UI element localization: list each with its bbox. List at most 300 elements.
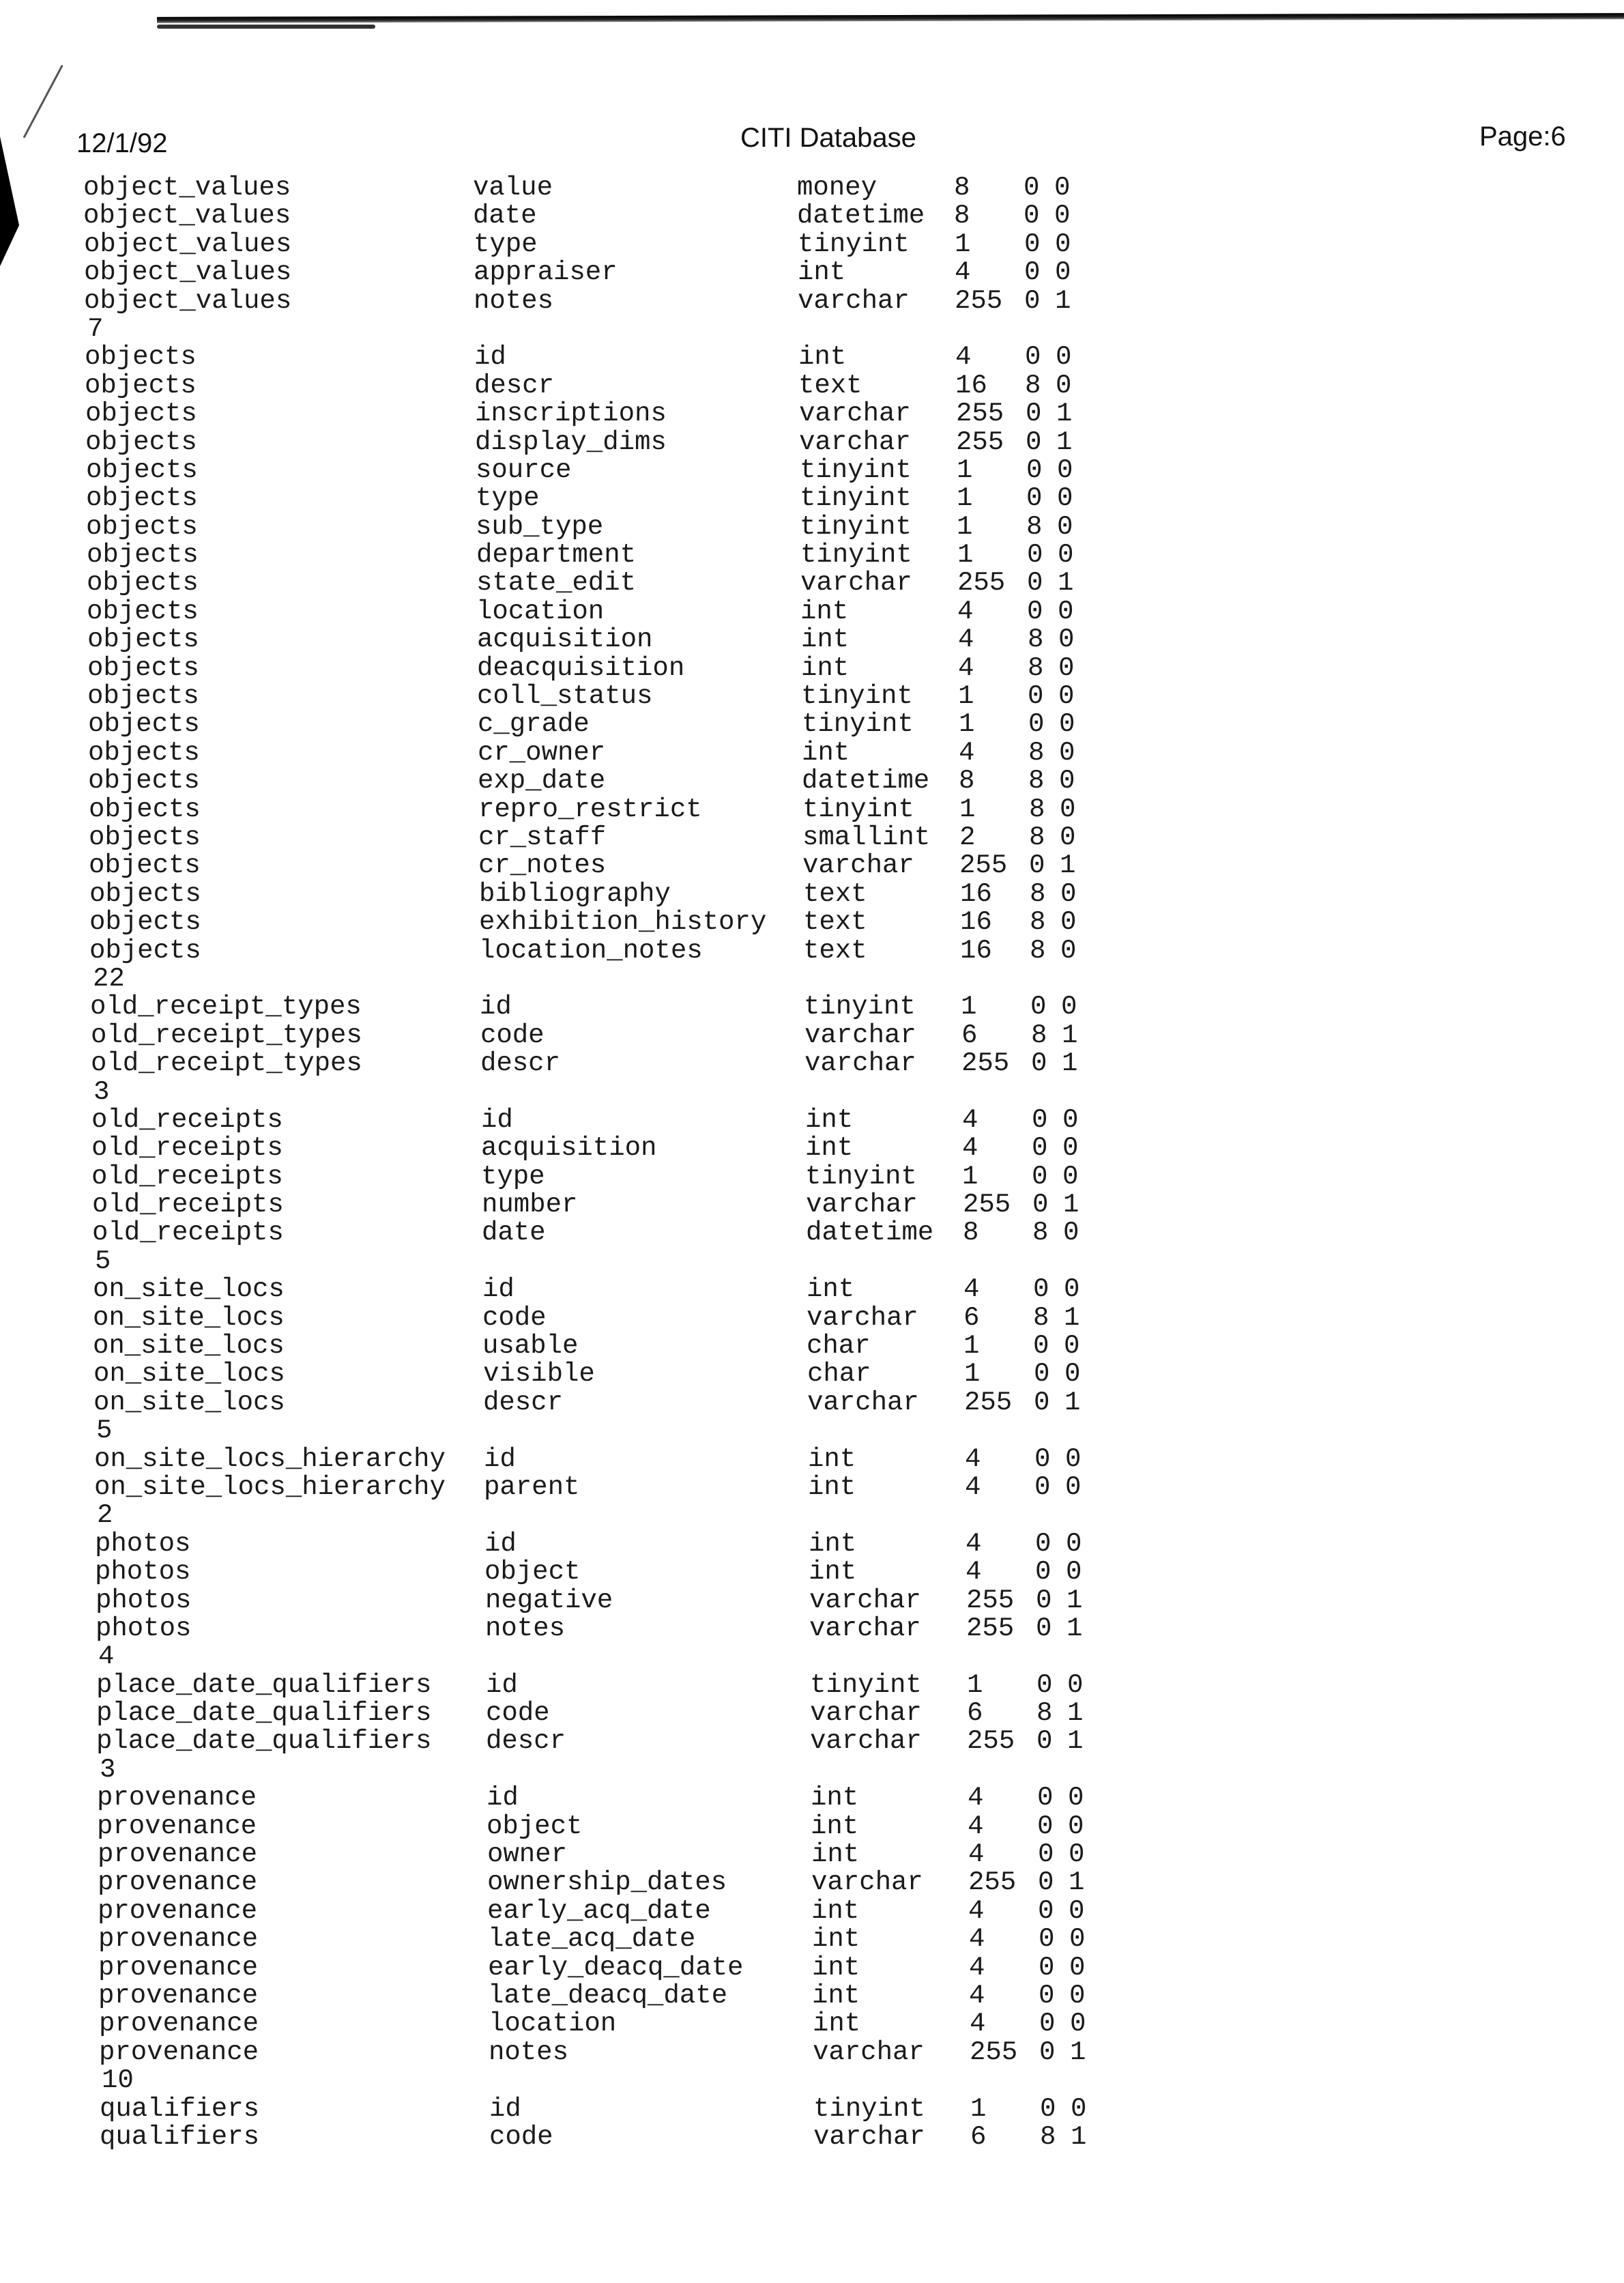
field-flag-1: 0 xyxy=(1039,1981,1055,2011)
field-row xyxy=(7,1022,1624,1050)
data-type: tinyint xyxy=(813,2093,925,2124)
data-type: int xyxy=(811,1924,860,1955)
field-row xyxy=(10,1332,1624,1360)
table-name: objects xyxy=(85,483,198,514)
field-length: 4 xyxy=(957,652,974,683)
field-flag-1: 0 xyxy=(1026,540,1043,571)
data-type: varchar xyxy=(802,850,915,881)
column-name: early_deacq_date xyxy=(487,1952,744,1983)
field-length: 4 xyxy=(958,737,975,768)
field-flag-2: 0 xyxy=(1067,1783,1084,1813)
field-flag-1: 8 xyxy=(1027,652,1044,683)
table-name: objects xyxy=(85,455,198,485)
field-row xyxy=(1,372,1624,400)
table-name: on_site_locs_hierarchy xyxy=(94,1471,446,1502)
field-row xyxy=(5,767,1624,795)
field-row xyxy=(11,1471,1624,1502)
column-name: id xyxy=(482,1274,514,1305)
table-field-count: 5 xyxy=(96,1416,113,1446)
field-length: 1 xyxy=(963,1359,981,1390)
field-flag-2: 0 xyxy=(1069,1895,1085,1926)
field-flag-2: 1 xyxy=(1055,285,1071,316)
data-type: varchar xyxy=(798,399,911,429)
field-length: 4 xyxy=(954,257,971,288)
field-flag-2: 0 xyxy=(1057,540,1074,571)
field-row xyxy=(6,937,1624,965)
field-flag-2: 0 xyxy=(1060,935,1077,966)
field-flag-1: 8 xyxy=(1028,794,1045,824)
data-type: text xyxy=(802,878,867,909)
table-field-count: 7 xyxy=(87,313,104,344)
field-flag-2: 1 xyxy=(1066,1613,1083,1643)
column-name: coll_status xyxy=(477,681,653,712)
field-row xyxy=(12,1671,1624,1699)
table-name: objects xyxy=(88,794,201,824)
field-flag-2: 1 xyxy=(1060,850,1076,881)
column-name: code xyxy=(480,1020,545,1050)
field-row xyxy=(2,429,1624,457)
column-name: location xyxy=(488,2009,617,2039)
data-type: int xyxy=(797,257,846,288)
data-type: money xyxy=(796,173,878,203)
field-row xyxy=(0,174,1624,202)
column-name: descr xyxy=(486,1726,566,1757)
field-length: 4 xyxy=(961,1133,978,1164)
column-name: type xyxy=(481,1161,545,1192)
table-name: objects xyxy=(86,540,199,571)
table-count-row xyxy=(12,1643,1624,1671)
data-type: int xyxy=(811,1895,860,1926)
field-flag-1: 0 xyxy=(1026,568,1043,599)
field-flag-2: 0 xyxy=(1059,794,1076,824)
column-name: bibliography xyxy=(478,878,671,909)
data-type: tinyint xyxy=(801,709,914,740)
column-name: usable xyxy=(482,1331,579,1362)
field-row xyxy=(4,683,1624,710)
field-length: 16 xyxy=(959,878,992,909)
scan-edge-mark xyxy=(157,25,375,29)
table-name: objects xyxy=(88,766,201,796)
field-length: 8 xyxy=(962,1218,979,1248)
field-row xyxy=(1,231,1624,259)
column-name: source xyxy=(475,455,572,485)
column-name: location xyxy=(476,596,605,627)
field-length: 4 xyxy=(961,1104,978,1135)
column-name: appraiser xyxy=(473,257,618,288)
field-row xyxy=(12,1558,1624,1586)
field-length: 4 xyxy=(968,1952,985,1983)
field-row xyxy=(5,739,1624,767)
column-name: descr xyxy=(482,1387,564,1418)
field-flag-1: 0 xyxy=(1026,455,1042,485)
field-flag-1: 0 xyxy=(1034,1444,1051,1474)
field-flag-1: 0 xyxy=(1030,992,1047,1022)
table-name: on_site_locs xyxy=(92,1274,285,1305)
table-name: old_receipt_types xyxy=(90,1020,362,1050)
table-name: old_receipts xyxy=(91,1190,284,1220)
field-flag-2: 0 xyxy=(1069,1952,1086,1983)
data-type: varchar xyxy=(813,2121,926,2152)
field-flag-2: 1 xyxy=(1067,1726,1084,1757)
field-flag-1: 0 xyxy=(1025,399,1042,429)
field-flag-2: 0 xyxy=(1069,1981,1086,2011)
field-length: 4 xyxy=(969,1981,985,2011)
field-flag-2: 0 xyxy=(1058,652,1075,683)
data-type: varchar xyxy=(809,1613,921,1643)
field-flag-1: 0 xyxy=(1036,1726,1053,1757)
field-row xyxy=(3,569,1624,597)
data-type: char xyxy=(807,1331,871,1362)
field-length: 255 xyxy=(955,285,1003,316)
field-flag-2: 1 xyxy=(1057,568,1074,599)
table-name: objects xyxy=(85,399,197,429)
field-row xyxy=(4,626,1624,654)
field-flag-1: 0 xyxy=(1039,2037,1056,2067)
field-flag-2: 1 xyxy=(1066,1585,1082,1616)
table-name: on_site_locs_hierarchy xyxy=(93,1444,446,1474)
data-type: tinyint xyxy=(799,455,912,485)
column-name: deacquisition xyxy=(476,652,685,683)
field-flag-2: 0 xyxy=(1068,1839,1085,1870)
table-name: provenance xyxy=(98,2009,259,2039)
field-flag-2: 0 xyxy=(1062,1104,1079,1135)
field-row xyxy=(15,1925,1624,1953)
column-name: object xyxy=(487,1811,583,1841)
table-field-count: 10 xyxy=(102,2065,134,2096)
column-name: ownership_dates xyxy=(487,1867,727,1898)
field-length: 4 xyxy=(963,1274,980,1305)
table-name: object_values xyxy=(83,201,291,231)
field-row xyxy=(6,880,1624,908)
field-row xyxy=(6,908,1624,936)
field-flag-1: 0 xyxy=(1036,1669,1053,1700)
header-date: 12/1/92 xyxy=(76,128,168,158)
field-row xyxy=(3,598,1624,626)
table-name: provenance xyxy=(97,1839,257,1870)
data-type: text xyxy=(803,907,867,938)
field-row xyxy=(2,400,1624,428)
field-flag-1: 0 xyxy=(1038,1924,1055,1955)
table-name: object_values xyxy=(83,173,291,203)
table-name: on_site_locs xyxy=(93,1387,285,1418)
field-flag-2: 0 xyxy=(1064,1331,1080,1362)
field-flag-2: 0 xyxy=(1068,1811,1084,1841)
field-flag-1: 0 xyxy=(1031,1104,1048,1135)
field-length: 4 xyxy=(968,1924,985,1955)
field-length: 255 xyxy=(966,1585,1014,1616)
field-flag-1: 0 xyxy=(1023,173,1040,203)
column-name: owner xyxy=(487,1839,567,1870)
table-name: place_date_qualifiers xyxy=(96,1726,432,1757)
data-type: varchar xyxy=(809,1698,922,1729)
column-name: repro_restrict xyxy=(478,794,702,824)
field-row xyxy=(8,1050,1624,1078)
table-name: objects xyxy=(89,878,201,909)
table-name: qualifiers xyxy=(100,2121,260,2152)
field-length: 8 xyxy=(953,173,970,203)
column-name: negative xyxy=(484,1585,613,1616)
data-type: varchar xyxy=(798,285,910,316)
field-length: 4 xyxy=(966,1557,982,1588)
column-name: notes xyxy=(474,285,554,316)
field-row xyxy=(10,1276,1624,1304)
field-row xyxy=(1,259,1624,287)
table-name: photos xyxy=(95,1585,192,1616)
table-name: objects xyxy=(85,342,197,373)
data-type: int xyxy=(800,652,850,683)
field-flag-1: 0 xyxy=(1030,1048,1047,1079)
field-length: 2 xyxy=(959,822,976,852)
field-row xyxy=(10,1304,1624,1332)
table-name: objects xyxy=(86,568,199,599)
field-flag-2: 1 xyxy=(1061,1048,1078,1079)
table-name: object_values xyxy=(84,285,292,316)
scan-edge-line xyxy=(157,13,1624,23)
table-name: old_receipts xyxy=(91,1218,284,1248)
table-name: objects xyxy=(85,427,198,457)
field-row xyxy=(12,1615,1624,1643)
field-flag-1: 0 xyxy=(1025,342,1041,373)
table-field-count: 5 xyxy=(95,1246,111,1276)
data-type: datetime xyxy=(802,766,930,796)
table-name: provenance xyxy=(97,1867,258,1898)
column-name: acquisition xyxy=(476,624,653,655)
data-type: tinyint xyxy=(800,511,912,542)
data-type: int xyxy=(808,1528,857,1559)
field-length: 1 xyxy=(963,1331,980,1362)
field-row xyxy=(11,1446,1624,1474)
column-name: id xyxy=(483,1444,516,1474)
field-row xyxy=(15,1982,1624,2010)
field-length: 8 xyxy=(959,766,975,796)
field-flag-2: 1 xyxy=(1056,399,1073,429)
field-length: 1 xyxy=(966,1669,983,1700)
field-length: 255 xyxy=(959,850,1008,881)
field-row xyxy=(15,1954,1624,1982)
field-flag-2: 1 xyxy=(1071,2121,1087,2152)
table-name: old_receipts xyxy=(91,1161,284,1192)
field-row xyxy=(14,1784,1624,1812)
field-flag-1: 0 xyxy=(1024,229,1041,259)
data-type: tinyint xyxy=(804,992,916,1022)
data-type: varchar xyxy=(813,2037,925,2067)
field-row xyxy=(14,1841,1624,1869)
table-name: old_receipts xyxy=(91,1133,283,1164)
column-name: parent xyxy=(484,1471,580,1502)
field-row xyxy=(7,993,1624,1021)
data-type: int xyxy=(812,2009,861,2039)
data-type: int xyxy=(801,737,850,768)
column-name: id xyxy=(489,2093,521,2124)
field-length: 1 xyxy=(954,229,971,259)
field-length: 1 xyxy=(956,455,972,485)
page-header xyxy=(0,121,1624,162)
table-name: photos xyxy=(95,1557,191,1588)
field-length: 1 xyxy=(961,992,977,1022)
field-flag-2: 0 xyxy=(1062,1218,1079,1248)
data-type: smallint xyxy=(802,822,931,852)
field-flag-1: 8 xyxy=(1032,1302,1049,1333)
field-length: 4 xyxy=(968,1895,985,1926)
field-length: 255 xyxy=(962,1190,1011,1220)
column-name: id xyxy=(480,992,512,1022)
table-name: objects xyxy=(87,652,199,683)
table-name: object_values xyxy=(83,229,292,259)
field-row xyxy=(5,824,1624,852)
field-flag-2: 0 xyxy=(1059,822,1076,852)
table-count-row xyxy=(8,1078,1624,1106)
field-row xyxy=(16,2095,1624,2123)
data-type: tinyint xyxy=(800,540,912,571)
field-length: 4 xyxy=(965,1528,982,1559)
data-type: int xyxy=(804,1133,854,1164)
field-row xyxy=(14,1897,1624,1925)
field-flag-2: 0 xyxy=(1059,766,1075,796)
column-name: late_deacq_date xyxy=(488,1981,728,2011)
field-flag-1: 0 xyxy=(1037,1867,1054,1898)
field-length: 255 xyxy=(956,427,1004,457)
table-field-count: 22 xyxy=(92,963,125,994)
column-name: code xyxy=(489,2121,553,2152)
data-type: text xyxy=(803,935,868,966)
column-name: id xyxy=(480,1104,513,1135)
table-count-row xyxy=(16,2067,1624,2095)
field-flag-1: 0 xyxy=(1039,2093,1056,2124)
field-length: 255 xyxy=(955,399,1004,429)
field-row xyxy=(3,541,1624,569)
table-name: photos xyxy=(94,1528,191,1559)
column-name: sub_type xyxy=(476,511,604,542)
data-type: tinyint xyxy=(801,681,914,712)
field-row xyxy=(1,343,1624,371)
table-name: objects xyxy=(87,596,199,627)
field-flag-1: 0 xyxy=(1033,1359,1050,1390)
table-name: object_values xyxy=(83,257,292,288)
field-flag-1: 0 xyxy=(1035,1613,1052,1643)
field-length: 255 xyxy=(967,1726,1015,1757)
data-type: tinyint xyxy=(797,229,910,259)
field-row xyxy=(8,1106,1624,1134)
data-type: tinyint xyxy=(809,1669,922,1700)
field-flag-2: 1 xyxy=(1063,1302,1080,1333)
table-count-row xyxy=(14,1756,1624,1784)
column-name: notes xyxy=(489,2037,569,2067)
table-name: objects xyxy=(87,681,200,712)
field-length: 6 xyxy=(966,1698,983,1729)
field-flag-1: 8 xyxy=(1030,1020,1047,1050)
field-flag-1: 0 xyxy=(1029,850,1045,881)
column-name: state_edit xyxy=(476,568,637,599)
field-flag-1: 0 xyxy=(1033,1387,1050,1418)
field-flag-2: 0 xyxy=(1065,1471,1082,1502)
field-flag-2: 1 xyxy=(1067,1698,1084,1729)
data-type: varchar xyxy=(804,1048,916,1079)
field-length: 1 xyxy=(962,1161,978,1192)
field-row xyxy=(8,1163,1624,1191)
field-length: 1 xyxy=(956,483,973,514)
field-row xyxy=(12,1530,1624,1558)
field-length: 16 xyxy=(960,907,992,938)
field-flag-2: 0 xyxy=(1065,1528,1082,1559)
field-flag-1: 0 xyxy=(1024,201,1040,231)
table-name: old_receipt_types xyxy=(90,1048,362,1079)
field-row xyxy=(9,1191,1624,1219)
field-flag-2: 0 xyxy=(1058,737,1075,768)
field-length: 16 xyxy=(960,935,993,966)
field-flag-2: 1 xyxy=(1070,2037,1086,2067)
field-flag-2: 0 xyxy=(1058,709,1075,740)
table-name: photos xyxy=(95,1613,192,1643)
table-name: provenance xyxy=(97,1811,257,1841)
field-length: 255 xyxy=(970,2037,1018,2067)
table-name: objects xyxy=(89,935,202,966)
field-flag-1: 0 xyxy=(1038,1952,1055,1983)
table-name: provenance xyxy=(99,2037,259,2067)
column-name: visible xyxy=(482,1359,595,1390)
field-flag-2: 0 xyxy=(1056,370,1072,401)
column-name: id xyxy=(484,1528,517,1559)
table-field-count: 3 xyxy=(99,1754,116,1785)
data-type: int xyxy=(806,1274,854,1305)
field-row xyxy=(14,1813,1624,1841)
column-name: c_grade xyxy=(477,709,590,740)
field-length: 16 xyxy=(955,370,988,401)
field-flag-1: 0 xyxy=(1033,1331,1049,1362)
data-type: int xyxy=(804,1104,853,1135)
header-title: CITI Database xyxy=(740,123,916,153)
data-type: int xyxy=(808,1471,856,1502)
field-length: 4 xyxy=(957,596,974,627)
data-type: int xyxy=(800,596,849,627)
field-flag-1: 8 xyxy=(1025,370,1041,401)
column-name: number xyxy=(481,1190,578,1220)
table-name: objects xyxy=(87,624,199,655)
table-count-row xyxy=(1,315,1624,343)
data-type: varchar xyxy=(799,427,912,457)
table-name: objects xyxy=(85,370,197,401)
field-row xyxy=(14,1869,1624,1897)
data-type: tinyint xyxy=(799,483,912,514)
column-name: cr_staff xyxy=(478,822,607,852)
column-name: inscriptions xyxy=(474,399,667,429)
field-flag-2: 0 xyxy=(1063,1274,1080,1305)
data-type: tinyint xyxy=(802,794,914,824)
field-row xyxy=(13,1727,1624,1755)
column-name: cr_owner xyxy=(477,737,606,768)
data-type: int xyxy=(812,1981,860,2011)
data-type: int xyxy=(811,1952,860,1983)
field-length: 6 xyxy=(961,1020,977,1050)
field-flag-2: 0 xyxy=(1054,173,1071,203)
field-flag-1: 0 xyxy=(1037,1839,1054,1870)
field-row xyxy=(8,1134,1624,1162)
field-flag-2: 0 xyxy=(1060,878,1077,909)
field-row xyxy=(5,710,1624,738)
field-flag-2: 1 xyxy=(1068,1867,1085,1898)
field-length: 1 xyxy=(959,794,976,824)
field-length: 6 xyxy=(963,1302,980,1333)
column-name: code xyxy=(482,1302,547,1333)
field-flag-2: 0 xyxy=(1058,624,1075,655)
field-flag-2: 0 xyxy=(1064,1359,1081,1390)
field-row xyxy=(10,1360,1624,1388)
field-flag-2: 1 xyxy=(1062,1190,1079,1220)
field-flag-2: 0 xyxy=(1054,257,1071,288)
table-name: qualifiers xyxy=(99,2093,259,2124)
data-type: varchar xyxy=(807,1387,919,1418)
field-flag-2: 1 xyxy=(1056,427,1073,457)
field-flag-1: 8 xyxy=(1040,2121,1056,2152)
